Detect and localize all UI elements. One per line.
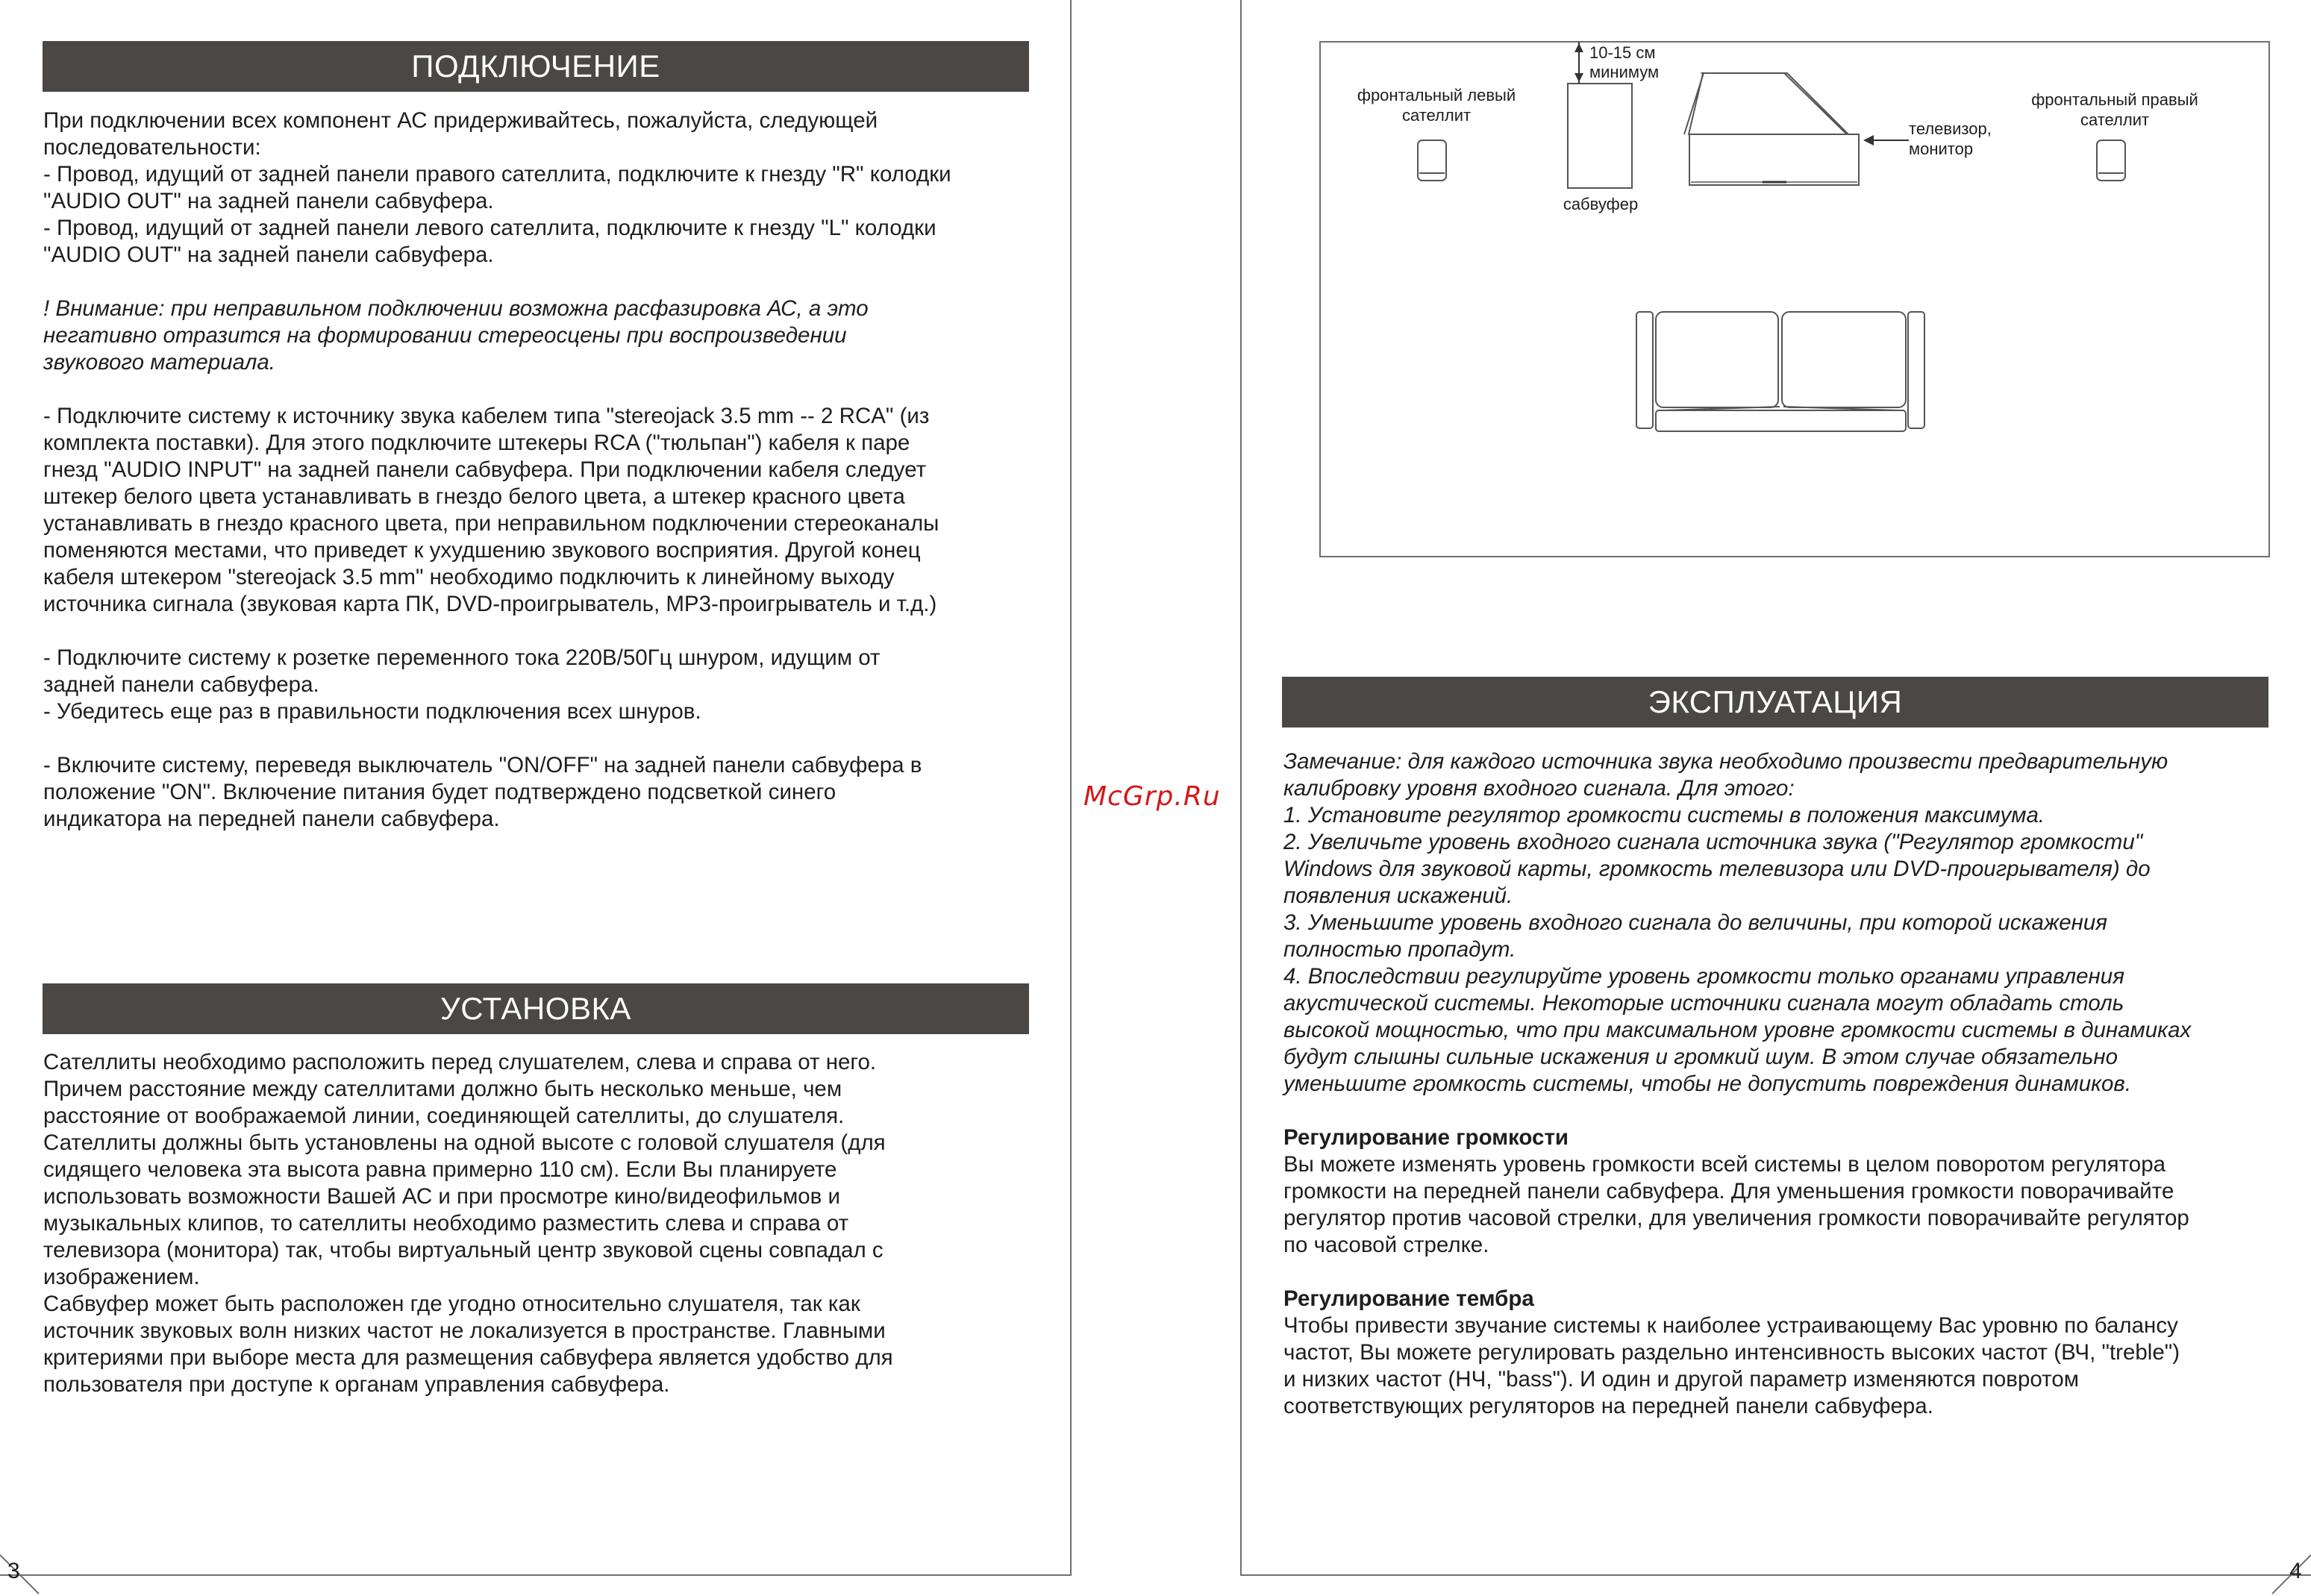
text-line: соответствующих регуляторов на передней панели сабвуфера. (1283, 1394, 1933, 1418)
text-line: ! Внимание: при неправильном подключении возможна расфазировка АС, а это (43, 296, 869, 321)
text-line: положение "ON". Включение питания будет подтверждено подсветкой синего (43, 780, 836, 804)
tv-label-line1: телевизор, (1909, 119, 1992, 138)
text-line: Причем расстояние между сателлитами должно быть несколько меньше, чем (43, 1077, 842, 1101)
tv-monitor-icon (1684, 73, 1859, 185)
text-line: звукового материала. (43, 350, 275, 375)
text-line: кабеля штекером "stereojack 3.5 mm" необходимо подключить к линейному выходу (43, 565, 895, 589)
section-title-installation: УСТАНОВКА (43, 983, 1029, 1034)
text-line: источник звуковых волн низких частот не локализуется в пространстве. Главными (43, 1318, 886, 1343)
power-steps (43, 645, 1036, 725)
text-line: Замечание: для каждого источника звука необходимо произвести предварительную (1283, 749, 2168, 774)
text-line: - Провод, идущий от задней панели левого сателлита, подключите к гнезду "L" колодки (43, 216, 936, 240)
text-line: устанавливать в гнездо красного цвета, при неправильном подключении стереоканалы (43, 511, 939, 536)
page-number-right: 4 (2289, 1559, 2302, 1583)
text-line: поменяются местами, что приведет к ухудшению звукового восприятия. Другой конец (43, 538, 921, 563)
installation-paragraph (43, 1049, 1036, 1398)
text-line: расстояние от воображаемой линии, соединяющей сателлиты, до слушателя. (43, 1104, 845, 1128)
installation-text (43, 1049, 1036, 1398)
distance-label-line2: минимум (1589, 63, 1660, 81)
distance-label-line1: 10-15 см (1589, 43, 1656, 62)
text-line: "AUDIO OUT" на задней панели сабвуфера. (43, 189, 494, 213)
watermark-text: McGrp.Ru (1083, 781, 1221, 812)
text-line: по часовой стрелке. (1283, 1233, 1489, 1257)
text-line: "AUDIO OUT" на задней панели сабвуфера. (43, 242, 494, 267)
text-line: акустической системы. Некоторые источники сигнала могут обладать столь (1283, 991, 2124, 1016)
volume-heading: Регулирование громкости (1283, 1125, 1569, 1150)
text-line: Windows для звуковой карты, громкость телевизора или DVD-проигрывателя) до (1283, 857, 2151, 881)
section-title-operation: ЭКСПЛУАТАЦИЯ (1282, 677, 2268, 727)
right-satellite-label-line2: сателлит (2080, 110, 2150, 129)
text-line: сидящего человека эта высота равна примерно 110 см). Если Вы планируете (43, 1157, 837, 1182)
text-line: Сабвуфер может быть расположен где угодно относительно слушателя, так как (43, 1292, 860, 1316)
text-line: 3. Уменьшите уровень входного сигнала до величины, при которой искажения (1283, 910, 2108, 935)
subwoofer-icon (1568, 84, 1632, 188)
text-line: калибровку уровня входного сигнала. Для этого: (1283, 776, 1795, 801)
text-line: негативно отразится на формировании стереосцены при воспроизведении (43, 323, 847, 348)
tone-paragraph (1283, 1312, 2298, 1420)
text-line: штекер белого цвета устанавливать в гнездо белого цвета, а штекер красного цвета (43, 484, 905, 509)
text-line: Вы можете изменять уровень громкости всей системы в целом поворотом регулятора (1283, 1152, 2166, 1177)
text-line: Чтобы привести звучание системы к наиболее устраивающему Вас уровню по балансу (1283, 1313, 2178, 1338)
left-satellite-icon (1418, 140, 1446, 181)
text-line: - Включите систему, переведя выключатель "ON/OFF" на задней панели сабвуфера в (43, 753, 922, 777)
left-satellite-label-line1: фронтальный левый (1357, 86, 1516, 104)
text-line: критериями при выборе места для размещения сабвуфера является удобство для (43, 1345, 893, 1370)
text-line: Сателлиты должны быть установлены на одной высоте с головой слушателя (для (43, 1130, 886, 1155)
text-line: использовать возможности Вашей АС и при просмотре кино/видеофильмов и (43, 1184, 840, 1209)
section-title-connection: ПОДКЛЮЧЕНИЕ (43, 41, 1029, 92)
text-line: изображением. (43, 1265, 200, 1289)
calibration-note (1283, 748, 2298, 1098)
text-line: - Подключите систему к источнику звука кабелем типа "stereojack 3.5 mm -- 2 RCA" (из (43, 404, 930, 428)
text-line: - Провод, идущий от задней панели правого сателлита, подключите к гнезду "R" колодки (43, 162, 951, 187)
text-line: и низких частот (НЧ, "bass"). И один и другой параметр изменяются повротом (1283, 1367, 2080, 1392)
right-satellite-icon (2097, 140, 2125, 181)
text-line: регулятор против часовой стрелки, для увеличения громкости поворачивайте регулятор (1283, 1206, 2189, 1230)
text-line: 4. Впоследствии регулируйте уровень громкости только органами управления (1283, 964, 2124, 989)
text-line: появления искажений. (1283, 883, 1513, 908)
tone-heading: Регулирование тембра (1283, 1286, 1534, 1311)
text-line: источника сигнала (звуковая карта ПК, DVD-проигрыватель, MP3-проигрыватель и т.д.) (43, 592, 937, 616)
operation-text (1283, 748, 2298, 1420)
text-line: музыкальных клипов, то сателлиты необходимо разместить слева и справа от (43, 1211, 849, 1236)
subwoofer-label: сабвуфер (1563, 195, 1639, 213)
text-line: высокой мощностью, что при максимальном уровне громкости системы в динамиках (1283, 1018, 2192, 1042)
text-line: полностью пропадут. (1283, 937, 1516, 962)
text-line: уменьшите громкость системы, чтобы не допустить повреждения динамиков. (1283, 1071, 2132, 1096)
text-line: комплекта поставки). Для этого подключите штекеры RCA ("тюльпан") кабеля к паре (43, 431, 910, 455)
left-corner-mark (0, 1549, 45, 1596)
text-line: Сателлиты необходимо расположить перед слушателем, слева и справа от него. (43, 1050, 877, 1074)
switch-on-steps (43, 752, 1036, 833)
text-line: 2. Увеличьте уровень входного сигнала источника звука ("Регулятор громкости" (1283, 830, 2143, 854)
text-line: - Подключите систему к розетке переменного тока 220В/50Гц шнуром, идущим от (43, 645, 881, 670)
text-line: пользователя при доступе к органам управления сабвуфера. (43, 1372, 670, 1397)
right-satellite-label-line1: фронтальный правый (2031, 90, 2198, 109)
text-line: задней панели сабвуфера. (43, 672, 319, 697)
text-line: будут слышны сильные искажения и громкий шум. В этом случае обязательно (1283, 1045, 2118, 1069)
text-line: телевизора (монитора) так, чтобы виртуальный центр звуковой сцены совпадал с (43, 1238, 884, 1262)
right-corner-mark (2266, 1549, 2311, 1596)
text-line: гнезд "AUDIO INPUT" на задней панели сабвуфера. При подключении кабеля следует (43, 457, 927, 482)
text-line: громкости на передней панели сабвуфера. Для уменьшения громкости поворачивайте (1283, 1179, 2174, 1204)
text-line: 1. Установите регулятор громкости системы в положения максимума. (1283, 803, 2045, 827)
tv-label-line2: монитор (1909, 140, 1974, 158)
sofa-icon (1636, 312, 1924, 431)
text-line: последовательности: (43, 135, 261, 160)
left-satellite-label-line2: сателлит (1401, 106, 1472, 125)
speaker-placement-diagram (0, 0, 2311, 567)
text-line: При подключении всех компонент АС придерживайтесь, пожалуйста, следующей (43, 108, 878, 133)
text-line: частот, Вы можете регулировать раздельно интенсивность высоких частот (ВЧ, "treble") (1283, 1340, 2180, 1365)
volume-paragraph (1283, 1151, 2298, 1259)
page-number-left: 3 (7, 1559, 20, 1583)
text-line: - Убедитесь еще раз в правильности подключения всех шнуров. (43, 699, 701, 724)
text-line: индикатора на передней панели сабвуфера. (43, 807, 500, 831)
